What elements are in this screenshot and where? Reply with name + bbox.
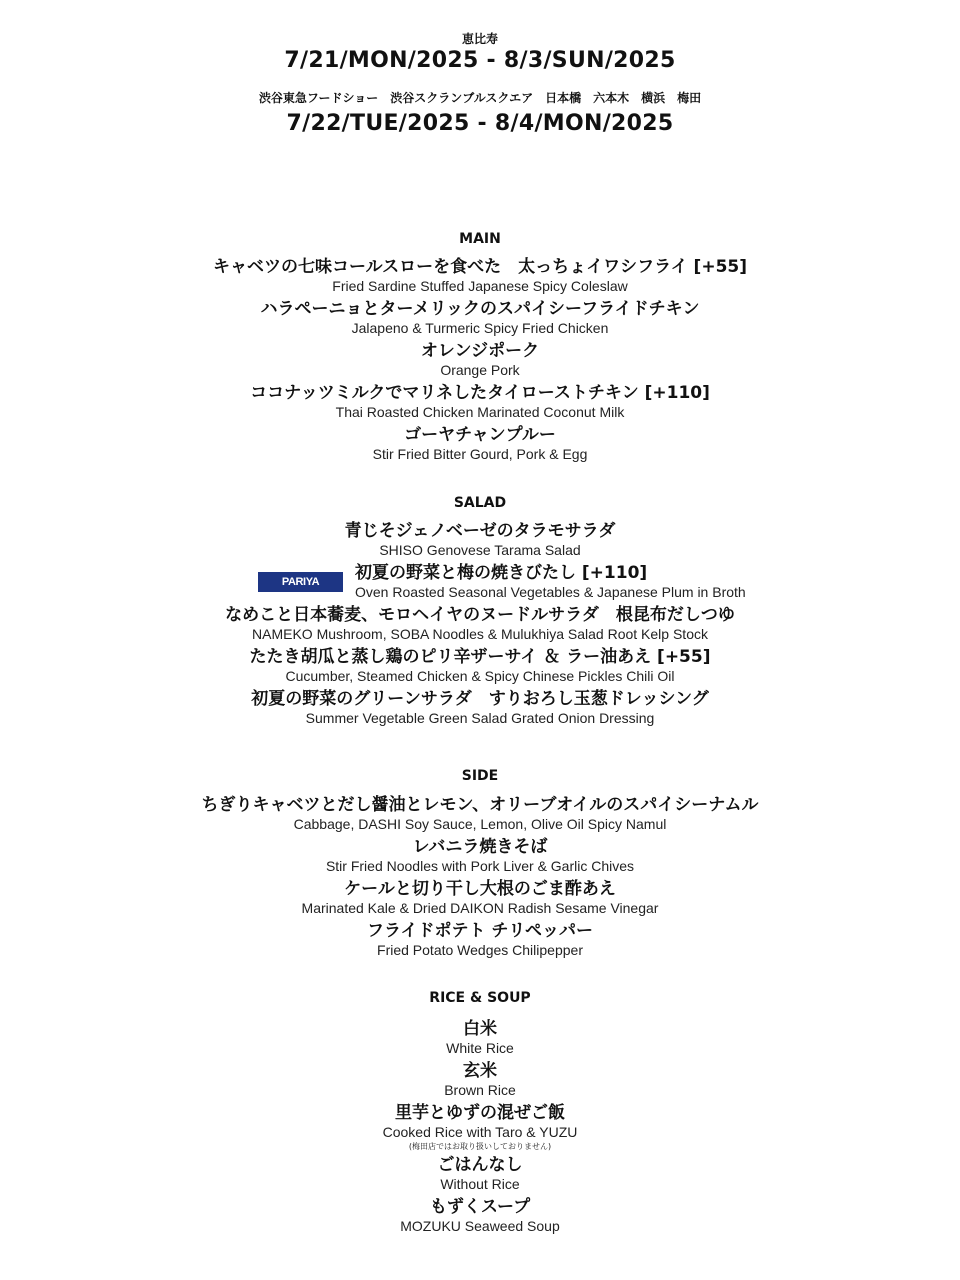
period-ebisu: 7/21/MON/2025 - 8/3/SUN/2025 [284, 48, 676, 73]
menu-item-jp: フライドポテト チリペッパー [366, 921, 594, 941]
menu-item [0, 604, 960, 643]
menu-item [0, 340, 960, 379]
menu-item-en: Cucumber, Steamed Chicken & Spicy Chinese Pickles Chili Oil [285, 668, 675, 684]
menu-item-en: Oven Roasted Seasonal Vegetables & Japanese Plum in Broth [355, 584, 746, 600]
menu-item-jp: 初夏の野菜のグリーンサラダ すりおろし玉葱ドレッシング [251, 689, 709, 709]
menu-item-en: Fried Sardine Stuffed Japanese Spicy Coleslaw [332, 278, 628, 294]
menu-item-en: Stir Fried Bitter Gourd, Pork & Egg [372, 446, 588, 462]
menu-item-en: Marinated Kale & Dried DAIKON Radish Sesame Vinegar [301, 900, 659, 916]
main-menu-list [0, 256, 960, 463]
menu-item [0, 298, 960, 337]
menu-item-en: Thai Roasted Chicken Marinated Coconut Milk [335, 404, 625, 420]
menu-item-jp: たたき胡瓜と蒸し鶏のピリ辛ザーサイ ＆ ラー油あえ [+55] [249, 647, 711, 667]
menu-item [0, 920, 960, 959]
menu-item [0, 1102, 960, 1152]
menu-item-jp: ハラペーニョとターメリックのスパイシーフライドチキン [260, 299, 700, 319]
menu-item [0, 688, 960, 727]
salad-menu-item-0 [0, 520, 960, 559]
menu-item-en: Without Rice [440, 1176, 520, 1192]
section-title-salad: SALAD [453, 495, 507, 511]
menu-item-jp: 初夏の野菜と梅の焼きびたし [+110] [355, 563, 648, 583]
menu-item-jp: 白米 [463, 1019, 497, 1039]
menu-item [0, 1196, 960, 1235]
menu-item-jp: 玄米 [463, 1061, 497, 1081]
side-menu-list [0, 794, 960, 959]
menu-item-en: NAMEKO Mushroom, SOBA Noodles & Mulukhiya Salad Root Kelp Stock [252, 626, 708, 642]
menu-item-en: Stir Fried Noodles with Pork Liver & Garlic Chives [325, 858, 635, 874]
menu-item [0, 424, 960, 463]
menu-item-en: Summer Vegetable Green Salad Grated Onion Dressing [305, 710, 655, 726]
menu-item-jp: オレンジポーク [420, 341, 540, 361]
salad-menu-item-featured [355, 562, 746, 601]
menu-item [0, 794, 960, 833]
umeda-unavailable-note: (梅田店ではお取り扱いしておりません) [408, 1142, 552, 1151]
menu-item-en: SHISO Genovese Tarama Salad [379, 542, 581, 558]
menu-item-en: White Rice [446, 1040, 514, 1056]
menu-item [0, 1018, 960, 1057]
menu-item [0, 1060, 960, 1099]
menu-item [0, 836, 960, 875]
menu-item [0, 382, 960, 421]
location-ebisu: 恵比寿 [461, 32, 498, 46]
menu-item-en: Brown Rice [444, 1082, 516, 1098]
menu-item-jp: もずくスープ [429, 1197, 531, 1217]
rice-soup-menu-list [0, 1018, 960, 1235]
menu-item [0, 646, 960, 685]
menu-item-jp: ゴーヤチャンプルー [404, 425, 556, 445]
menu-item-jp: ちぎりキャベツとだし醤油とレモン、オリーブオイルのスパイシーナムル [201, 795, 759, 815]
menu-item-jp: なめこと日本蕎麦、モロヘイヤのヌードルサラダ 根昆布だしつゆ [225, 605, 735, 625]
menu-item-jp: 里芋とゆずの混ぜご飯 [395, 1103, 565, 1123]
menu-item-en: Jalapeno & Turmeric Spicy Fried Chicken [351, 320, 609, 336]
section-title-rice-soup: RICE & SOUP [429, 990, 531, 1006]
section-title-main: MAIN [459, 231, 501, 247]
pariya-classics-badge: PARIYA CLASSICS [258, 572, 343, 592]
menu-item-jp: レバニラ焼きそば [412, 837, 548, 857]
location-other-stores: 渋谷東急フードショー 渋谷スクランブルスクエア 日本橋 六本木 横浜 梅田 [258, 91, 702, 105]
section-title-side: SIDE [461, 768, 499, 784]
menu-item-jp: キャベツの七味コールスローを食べた 太っちょイワシフライ [+55] [213, 257, 747, 277]
menu-item-en: Orange Pork [440, 362, 520, 378]
menu-item [0, 1154, 960, 1193]
menu-item [0, 878, 960, 917]
menu-item-en: Cabbage, DASHI Soy Sauce, Lemon, Olive Oil Spicy Namul [293, 816, 667, 832]
menu-item-jp: 青じそジェノベーゼのタラモサラダ [344, 521, 616, 541]
menu-item-en: Cooked Rice with Taro & YUZU [382, 1124, 578, 1140]
menu-item-jp: ケールと切り干し大根のごま酢あえ [344, 879, 616, 899]
salad-menu-list [0, 604, 960, 727]
period-other-stores: 7/22/TUE/2025 - 8/4/MON/2025 [286, 111, 674, 136]
menu-item [0, 256, 960, 295]
menu-item-jp: ココナッツミルクでマリネしたタイローストチキン [+110] [250, 383, 710, 403]
menu-item-en: MOZUKU Seaweed Soup [400, 1218, 560, 1234]
menu-item-jp: ごはんなし [437, 1155, 523, 1175]
menu-item-en: Fried Potato Wedges Chilipepper [377, 942, 583, 958]
